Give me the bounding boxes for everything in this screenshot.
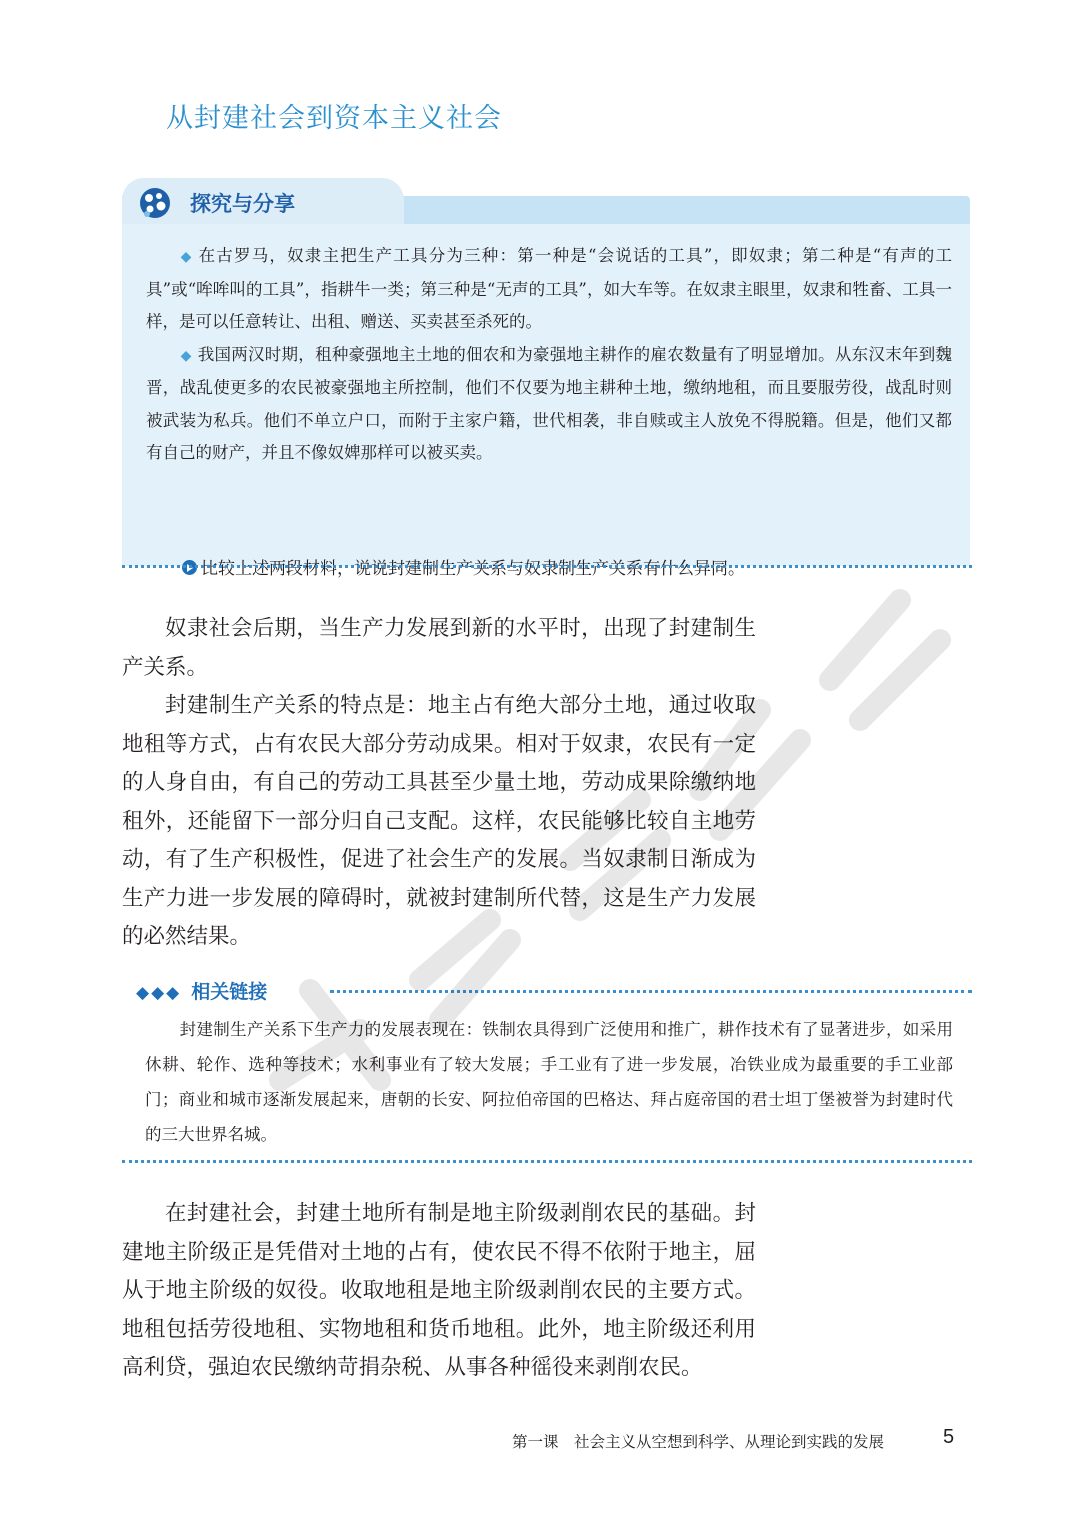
explore-paragraph: ◆ 我国两汉时期，租种豪强地主土地的佃农和为豪强地主耕作的雇农数量有了明显增加。从东汉末年到魏晋，战乱使更多的农民被豪强地主所控制，他们不仅要为地主耕种土地，缴纳地租，而且要服劳役，战乱时则被武装为私兵。他们不单立户口，而附于主家户籍，世代相袭，非自赎或主人放免不得脱籍。但是，他们又都有自己的财产，并且不像奴婢那样可以被买卖。 (146, 344, 952, 462)
diamond-bullet-icon: ◆ (180, 249, 193, 265)
related-link-text: 封建制生产关系下生产力的发展表现在：铁制农具得到广泛使用和推广，耕作技术有了显著进步，如采用休耕、轮作、选种等技术；水利事业有了较大发展；手工业有了进一步发展，冶铁业成为最重要的手工业部门；商业和城市逐渐发展起来，唐朝的长安、阿拉伯帝国的巴格达、拜占庭帝国的君士坦丁堡被誉为封建时代的三大世界名城。 (145, 1020, 953, 1144)
page-number: 5 (943, 1426, 955, 1448)
explore-share-box (122, 178, 970, 579)
dotted-divider (122, 565, 972, 568)
explore-heading: 探究与分享 (190, 192, 295, 216)
explore-icon (138, 186, 172, 220)
explore-text (146, 240, 952, 470)
diamond-bullets-icon: ◆◆◆ (136, 983, 182, 1003)
body-paragraph: 封建制生产关系的特点是：地主占有绝大部分土地，通过收取地租等方式，占有农民大部分劳动成果。相对于奴隶，农民有一定的人身自由，有自己的劳动工具甚至少量土地，劳动成果除缴纳地租外，还能留下一部分归自己支配。这样，农民能够比较自主地劳动，有了生产积极性，促进了社会生产的发展。当奴隶制日渐成为生产力进一步发展的障碍时，就被封建制所代替，这是生产力发展的必然结果。 (122, 693, 756, 949)
explore-body (122, 224, 970, 579)
dotted-divider (330, 990, 972, 993)
body-section-2 (122, 1195, 756, 1388)
body-paragraph: 在封建社会，封建土地所有制是地主阶级剥削农民的基础。封建地主阶级正是凭借对土地的占有，使农民不得不依附于地主，屈从于地主阶级的奴役。收取地租是地主阶级剥削农民的主要方式。地租包括劳役地租、实物地租和货币地租。此外，地主阶级还利用高利贷，强迫农民缴纳苛捐杂税、从事各种徭役来剥削农民。 (122, 1201, 756, 1380)
body-section-1 (122, 610, 756, 957)
section-title: 从封建社会到资本主义社会 (166, 103, 502, 134)
dotted-divider (122, 1160, 972, 1163)
body-paragraph: 奴隶社会后期，当生产力发展到新的水平时，出现了封建制生产关系。 (122, 616, 756, 680)
footer-chapter-title: 第一课 社会主义从空想到科学、从理论到实践的发展 (512, 1433, 885, 1451)
explore-paragraph: ◆ 在古罗马，奴隶主把生产工具分为三种：第一种是“会说话的工具”，即奴隶；第二种是“有声的工具”或“哞哞叫的工具”，指耕牛一类；第三种是“无声的工具”，如大车等。在奴隶主眼里，奴隶和牲畜、工具一样，是可以任意转让、出租、赠送、买卖甚至杀死的。 (146, 246, 952, 331)
explore-question: 比较上述两段材料，说说封建制生产关系与奴隶制生产关系有什么异同。 (182, 554, 745, 579)
related-link-heading: ◆◆◆ 相关链接 (136, 981, 268, 1003)
diamond-bullet-icon: ◆ (180, 347, 192, 364)
